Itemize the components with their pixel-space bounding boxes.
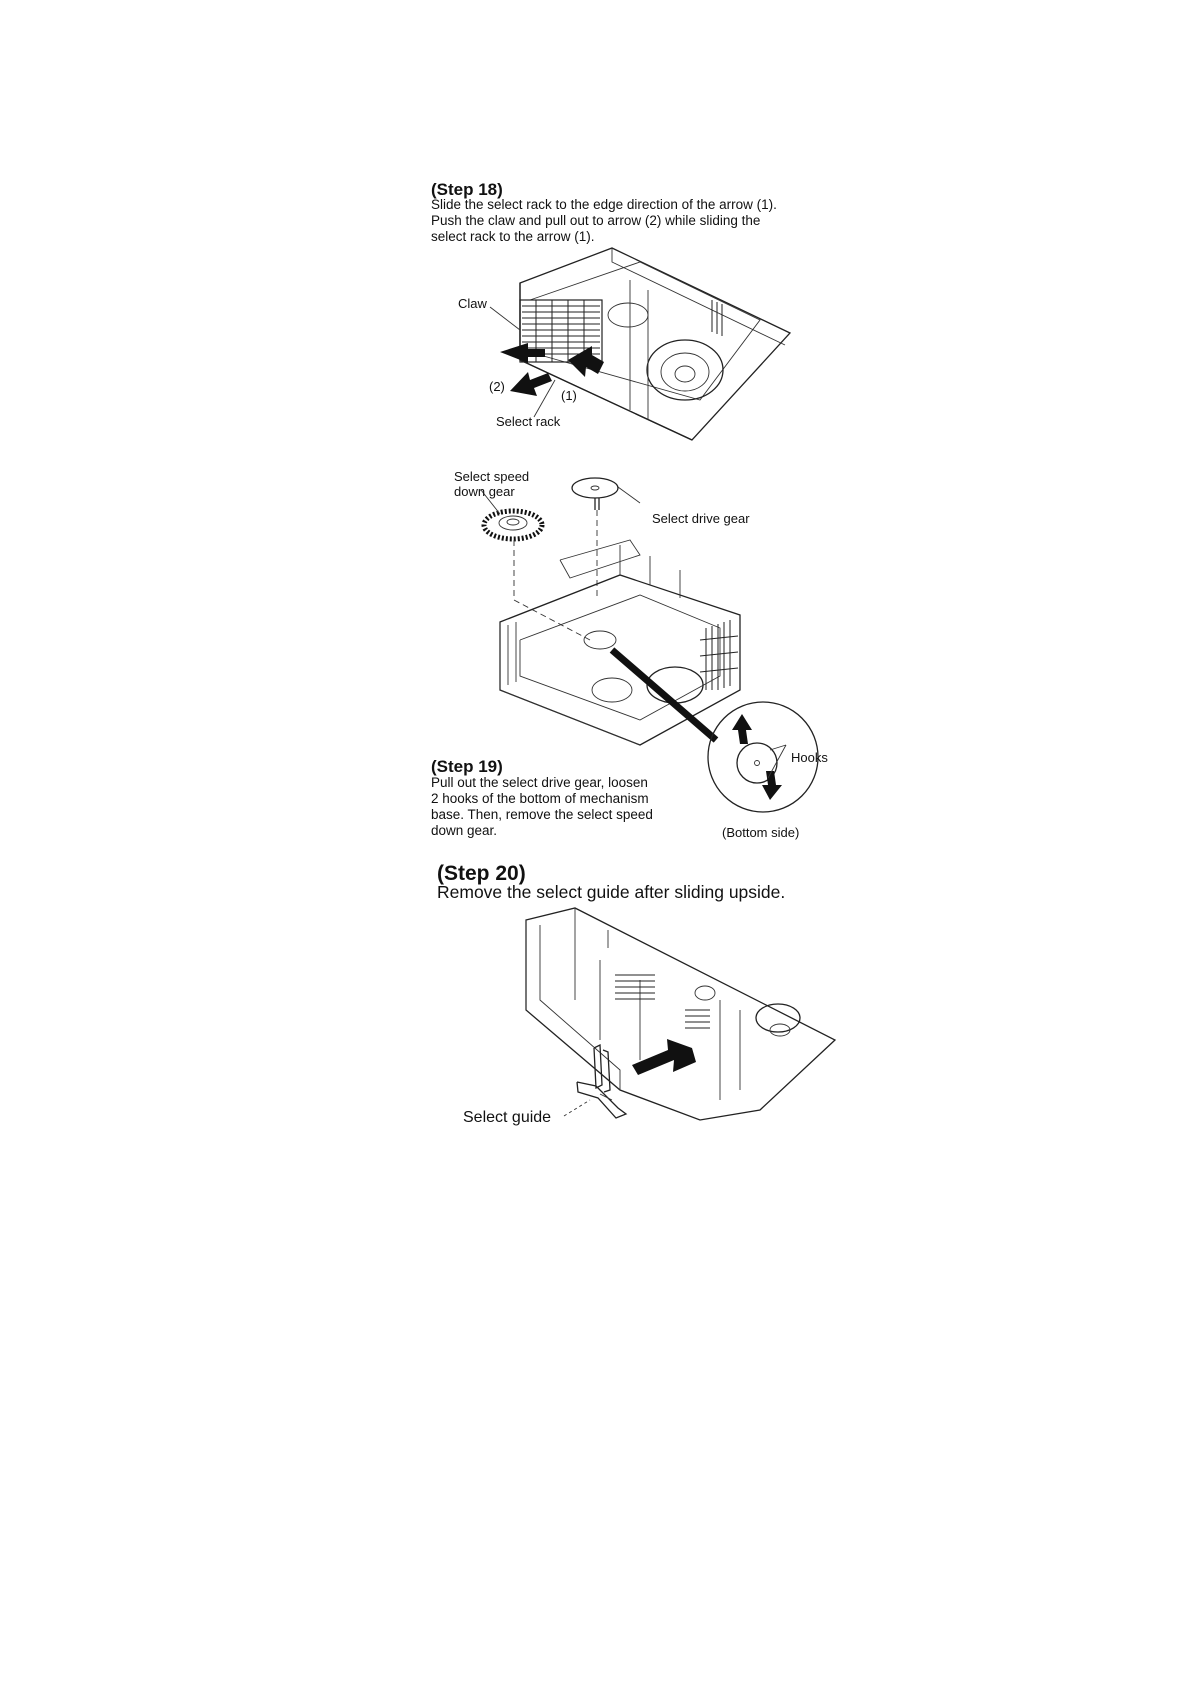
arrow-1-label: (1) xyxy=(561,388,577,403)
speed-down-gear-label-2: down gear xyxy=(454,484,515,499)
select-guide-part-icon xyxy=(577,1045,626,1118)
hooks-label: Hooks xyxy=(791,750,828,765)
select-guide-label: Select guide xyxy=(463,1109,552,1126)
claw-label: Claw xyxy=(458,296,487,311)
bottom-side-label: (Bottom side) xyxy=(722,825,800,840)
step-19-line-2: 2 hooks of the bottom of mechanism xyxy=(431,791,649,806)
step-18-heading: (Step 18) xyxy=(431,180,503,199)
speed-down-gear-label-1: Select speed xyxy=(454,469,530,484)
select-drive-gear-label: Select drive gear xyxy=(652,511,750,526)
select-rack-label: Select rack xyxy=(496,414,561,429)
slide-up-arrow-icon xyxy=(632,1039,696,1075)
step-19-line-3: base. Then, remove the select speed xyxy=(431,807,653,822)
step-19-heading: (Step 19) xyxy=(431,757,503,776)
arrow-2-label: (2) xyxy=(489,379,505,394)
step-20-heading: (Step 20) xyxy=(437,862,526,885)
step-18-line-2: Push the claw and pull out to arrow (2) while sliding the xyxy=(431,213,761,228)
step-20-line-1: Remove the select guide after sliding upside. xyxy=(437,882,786,902)
step-20-grille xyxy=(615,975,710,1028)
step-18-line-1: Slide the select rack to the edge direction of the arrow (1). xyxy=(431,197,777,212)
step-19-line-1: Pull out the select drive gear, loosen xyxy=(431,775,648,790)
step-19-line-4: down gear. xyxy=(431,823,498,838)
step-18-line-3: select rack to the arrow (1). xyxy=(431,229,595,244)
